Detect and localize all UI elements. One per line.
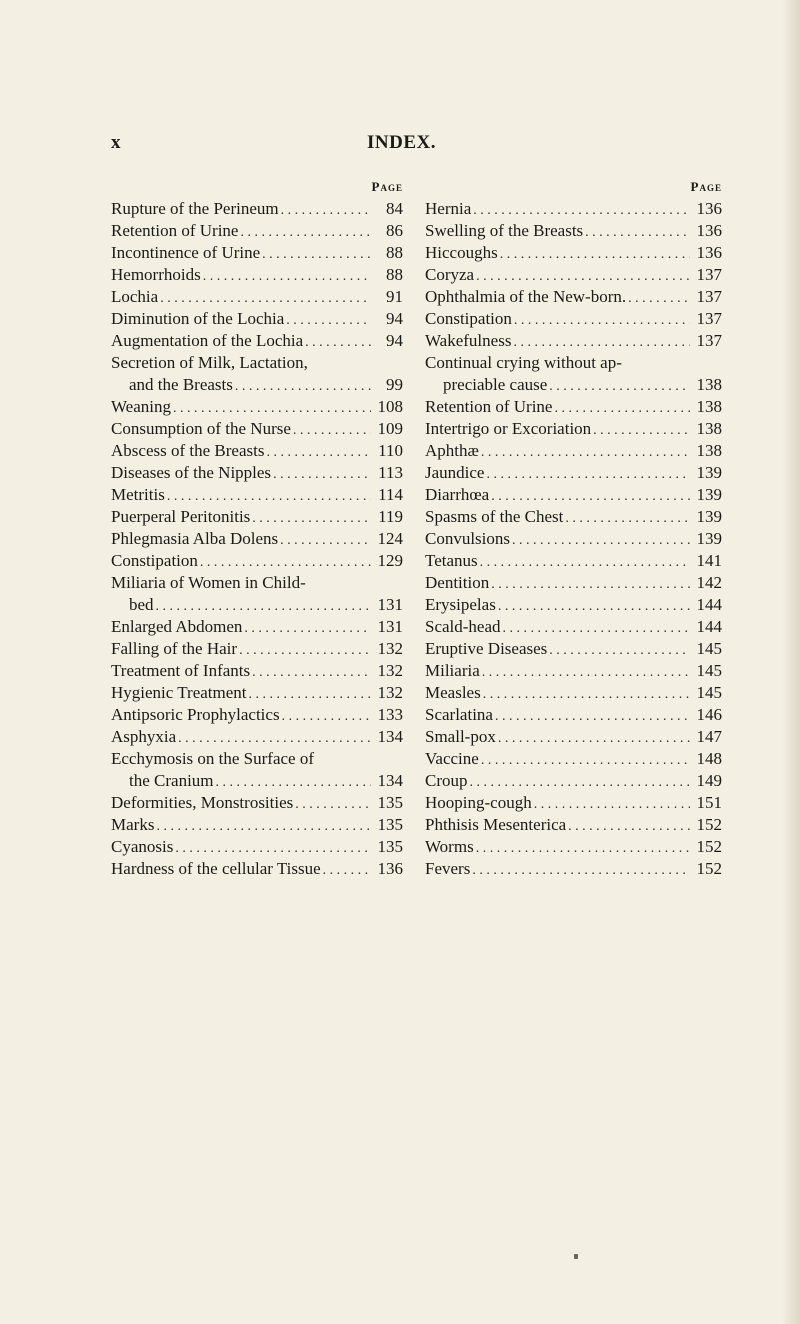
dot-leader — [480, 552, 690, 574]
index-column-left — [111, 176, 403, 880]
index-term: Constipation — [425, 309, 512, 328]
index-term: Scarlatina — [425, 705, 493, 724]
dot-leader — [585, 222, 690, 244]
index-term: Consumption of the Nurse — [111, 419, 291, 438]
page-number: 124 — [377, 529, 403, 548]
index-entries-left — [111, 198, 403, 880]
index-term: Augmentation of the Lochia — [111, 331, 304, 350]
page-number: 109 — [377, 419, 403, 438]
index-term: Diseases of the Nipples — [111, 463, 272, 482]
dot-leader — [568, 816, 690, 838]
index-term: Eruptive Diseases — [425, 639, 548, 658]
dot-leader — [481, 442, 690, 464]
index-term: preciable cause — [443, 375, 548, 394]
index-entry — [111, 836, 403, 858]
page-number: 134 — [377, 727, 403, 746]
dot-leader — [249, 684, 371, 706]
index-entry — [425, 528, 722, 550]
page-number: 139 — [696, 529, 722, 548]
page-number: 152 — [696, 859, 722, 878]
dot-leader — [281, 200, 371, 222]
ink-speck — [574, 1254, 578, 1259]
index-entry — [111, 528, 403, 550]
index-term: Falling of the Hair — [111, 639, 238, 658]
dot-leader — [262, 244, 371, 266]
dot-leader — [235, 376, 371, 398]
dot-leader — [483, 684, 690, 706]
page-number: 138 — [696, 419, 722, 438]
index-entry — [425, 616, 722, 638]
dot-leader — [491, 486, 690, 508]
page-number: 137 — [696, 331, 722, 350]
index-entry — [111, 308, 403, 330]
dot-leader — [470, 772, 691, 794]
page-number: 88 — [386, 265, 403, 284]
index-term: Aphthæ — [425, 441, 479, 460]
dot-leader — [549, 640, 690, 662]
index-term: Secretion of Milk, Lactation, — [111, 353, 308, 372]
dot-leader — [286, 310, 371, 332]
index-entry — [425, 374, 722, 396]
page-number: 138 — [696, 441, 722, 460]
index-term: Phlegmasia Alba Dolens — [111, 529, 279, 548]
dot-leader — [323, 860, 371, 882]
dot-leader — [282, 706, 371, 728]
index-term: Lochia — [111, 287, 159, 306]
page-number: 99 — [386, 375, 403, 394]
dot-leader — [565, 508, 690, 530]
page-number: 119 — [378, 507, 403, 526]
index-term: Miliaria — [425, 661, 480, 680]
index-entry — [425, 814, 722, 836]
index-entry — [111, 242, 403, 264]
index-term: Hooping-cough — [425, 793, 532, 812]
page-number: 144 — [696, 595, 722, 614]
dot-leader — [512, 530, 690, 552]
index-term: Hiccoughs — [425, 243, 498, 262]
page-number: 152 — [696, 837, 722, 856]
page-number: 94 — [386, 331, 403, 350]
page-number: 131 — [377, 595, 403, 614]
page-number: 91 — [386, 287, 403, 306]
index-entry — [111, 638, 403, 660]
index-term: Spasms of the Chest — [425, 507, 564, 526]
column-head-page: Page — [690, 179, 722, 194]
index-entry — [111, 726, 403, 748]
index-entry — [111, 418, 403, 440]
dot-leader — [252, 508, 371, 530]
dot-leader — [498, 728, 690, 750]
index-entry — [111, 814, 403, 836]
index-entry — [425, 858, 722, 880]
index-term: Small-pox — [425, 727, 496, 746]
dot-leader — [305, 332, 371, 354]
dot-leader — [175, 838, 371, 860]
index-entry — [425, 352, 722, 374]
page-number: 88 — [386, 243, 403, 262]
index-term: Diarrhœa — [425, 485, 490, 504]
index-entry — [111, 572, 403, 594]
page-number: 145 — [696, 639, 722, 658]
page-number: 86 — [386, 221, 403, 240]
index-term: Deformities, Monstrosities — [111, 793, 294, 812]
page-number: 147 — [696, 727, 722, 746]
index-entry — [425, 198, 722, 220]
index-entry — [425, 550, 722, 572]
dot-leader — [495, 706, 690, 728]
index-term: Hardness of the cellular Tissue — [111, 859, 321, 878]
index-entry — [111, 286, 403, 308]
index-term: Diminution of the Lochia — [111, 309, 285, 328]
index-term: Puerperal Peritonitis — [111, 507, 251, 526]
page-number: 135 — [377, 815, 403, 834]
page-number: 145 — [696, 661, 722, 680]
page-number: 139 — [696, 463, 722, 482]
page-number: 139 — [696, 507, 722, 526]
dot-leader — [252, 662, 371, 684]
page-number: 135 — [377, 837, 403, 856]
dot-leader — [513, 332, 690, 354]
dot-leader — [491, 574, 690, 596]
dot-leader — [593, 420, 690, 442]
index-entry — [425, 330, 722, 352]
page-number: 132 — [377, 683, 403, 702]
index-entry — [425, 484, 722, 506]
dot-leader — [486, 464, 690, 486]
page-number: 132 — [377, 661, 403, 680]
index-entry — [425, 396, 722, 418]
index-entry — [111, 792, 403, 814]
page-number: 136 — [696, 243, 722, 262]
page-number: 136 — [696, 221, 722, 240]
dot-leader — [156, 816, 371, 838]
index-term: Intertrigo or Excoriation — [425, 419, 592, 438]
index-term: Cyanosis — [111, 837, 174, 856]
page-number: 137 — [696, 309, 722, 328]
index-entry — [425, 660, 722, 682]
dot-leader — [498, 596, 690, 618]
index-term: Dentition — [425, 573, 490, 592]
dot-leader — [240, 222, 371, 244]
index-entry — [425, 506, 722, 528]
index-term: Vaccine — [425, 749, 479, 768]
index-entry — [111, 462, 403, 484]
index-entry — [425, 264, 722, 286]
index-term: Croup — [425, 771, 468, 790]
index-entry — [425, 682, 722, 704]
dot-leader — [280, 530, 371, 552]
index-term: Ecchymosis on the Surface of — [111, 749, 314, 768]
dot-leader — [295, 794, 371, 816]
index-entry — [425, 594, 722, 616]
dot-leader — [178, 728, 371, 750]
index-term: Wakefulness — [425, 331, 512, 350]
page-number: 144 — [696, 617, 722, 636]
index-term: Swelling of the Breasts — [425, 221, 584, 240]
page-number: 138 — [696, 397, 722, 416]
index-term: Miliaria of Women in Child- — [111, 573, 306, 592]
index-term: Continual crying without ap- — [425, 353, 622, 372]
page-number: 148 — [696, 749, 722, 768]
page-number: 145 — [696, 683, 722, 702]
index-term: Jaundice — [425, 463, 485, 482]
index-entry — [425, 726, 722, 748]
running-head — [0, 132, 800, 160]
page-number: 129 — [377, 551, 403, 570]
page-number: 108 — [377, 397, 403, 416]
dot-leader — [628, 288, 690, 310]
page-number: 132 — [377, 639, 403, 658]
index-entry — [425, 220, 722, 242]
index-entry — [111, 264, 403, 286]
index-entry — [111, 616, 403, 638]
page-number: 135 — [377, 793, 403, 812]
page-number: 136 — [377, 859, 403, 878]
index-entry — [111, 660, 403, 682]
dot-leader — [203, 266, 371, 288]
dot-leader — [216, 772, 371, 794]
page-number: 134 — [377, 771, 403, 790]
dot-leader — [481, 750, 690, 772]
page-number: 139 — [696, 485, 722, 504]
index-entry — [111, 330, 403, 352]
dot-leader — [476, 266, 690, 288]
index-entry — [111, 220, 403, 242]
dot-leader — [167, 486, 371, 508]
index-entry — [425, 792, 722, 814]
page-number: 133 — [377, 705, 403, 724]
index-term: Fevers — [425, 859, 471, 878]
index-term: Metritis — [111, 485, 165, 504]
index-entry — [111, 352, 403, 374]
page-edge-shadow — [782, 0, 800, 1324]
dot-leader — [173, 398, 371, 420]
page-number: 141 — [696, 551, 722, 570]
page-number: 113 — [378, 463, 403, 482]
index-entry — [425, 308, 722, 330]
column-head-page: Page — [371, 179, 403, 194]
index-term: Incontinence of Urine — [111, 243, 261, 262]
dot-leader — [476, 838, 690, 860]
index-entries-right — [425, 198, 722, 880]
index-entry — [425, 440, 722, 462]
dot-leader — [534, 794, 690, 816]
index-entry — [425, 462, 722, 484]
page-number: 149 — [696, 771, 722, 790]
folio: x — [111, 132, 121, 153]
index-term: Weaning — [111, 397, 171, 416]
dot-leader — [293, 420, 371, 442]
dot-leader — [156, 596, 371, 618]
page-number: 142 — [696, 573, 722, 592]
index-entry — [111, 594, 403, 616]
index-entry — [425, 572, 722, 594]
index-term: Treatment of Infants — [111, 661, 251, 680]
index-term: Hernia — [425, 199, 472, 218]
index-term: Retention of Urine — [425, 397, 553, 416]
dot-leader — [273, 464, 371, 486]
index-entry — [425, 836, 722, 858]
index-term: Hygienic Treatment — [111, 683, 247, 702]
index-entry — [111, 396, 403, 418]
index-term: Convulsions — [425, 529, 511, 548]
page-number: 152 — [696, 815, 722, 834]
index-entry — [425, 418, 722, 440]
dot-leader — [239, 640, 371, 662]
index-entry — [425, 748, 722, 770]
dot-leader — [160, 288, 371, 310]
index-term: Retention of Urine — [111, 221, 239, 240]
index-term: Measles — [425, 683, 481, 702]
index-term: Marks — [111, 815, 155, 834]
index-entry — [111, 858, 403, 880]
index-term: Coryza — [425, 265, 475, 284]
index-entry — [111, 440, 403, 462]
index-entry — [425, 286, 722, 308]
index-term: and the Breasts — [129, 375, 233, 394]
index-entry — [111, 748, 403, 770]
index-term: Worms — [425, 837, 474, 856]
dot-leader — [549, 376, 690, 398]
index-term: Rupture of the Perineum — [111, 199, 279, 218]
dot-leader — [472, 860, 690, 882]
index-term: Phthisis Mesenterica — [425, 815, 567, 834]
dot-leader — [554, 398, 690, 420]
dot-leader — [503, 618, 690, 640]
index-column-right — [425, 176, 722, 880]
index-entry — [111, 704, 403, 726]
index-entry — [425, 704, 722, 726]
page-number: 146 — [696, 705, 722, 724]
dot-leader — [266, 442, 371, 464]
dot-leader — [244, 618, 371, 640]
dot-leader — [473, 200, 690, 222]
dot-leader — [482, 662, 690, 684]
index-term: Erysipelas — [425, 595, 496, 614]
index-term: Abscess of the Breasts — [111, 441, 265, 460]
index-term: Asphyxia — [111, 727, 177, 746]
index-term: the Cranium — [129, 771, 214, 790]
index-entry — [111, 374, 403, 396]
page-number: 110 — [378, 441, 403, 460]
dot-leader — [200, 552, 371, 574]
page-number: 151 — [696, 793, 722, 812]
index-term: Tetanus — [425, 551, 478, 570]
index-entry — [111, 198, 403, 220]
page-number: 137 — [696, 265, 722, 284]
index-term: Enlarged Abdomen — [111, 617, 243, 636]
index-entry — [111, 550, 403, 572]
page-number: 138 — [696, 375, 722, 394]
dot-leader — [500, 244, 690, 266]
index-entry — [111, 484, 403, 506]
dot-leader — [514, 310, 690, 332]
index-entry — [425, 770, 722, 792]
index-term: Hemorrhoids — [111, 265, 201, 284]
index-entry — [425, 638, 722, 660]
page-number: 94 — [386, 309, 403, 328]
page-number: 136 — [696, 199, 722, 218]
index-entry — [111, 682, 403, 704]
index-term: Constipation — [111, 551, 198, 570]
index-term: Antipsoric Prophylactics — [111, 705, 280, 724]
index-term: Ophthalmia of the New-born. — [425, 287, 627, 306]
page-number: 84 — [386, 199, 403, 218]
page-number: 114 — [378, 485, 403, 504]
index-term: Scald-head — [425, 617, 501, 636]
page-number: 137 — [696, 287, 722, 306]
index-entry — [111, 506, 403, 528]
index-entry — [111, 770, 403, 792]
page-number: 131 — [377, 617, 403, 636]
page-title: INDEX. — [367, 132, 436, 153]
index-entry — [425, 242, 722, 264]
index-term: bed — [129, 595, 154, 614]
